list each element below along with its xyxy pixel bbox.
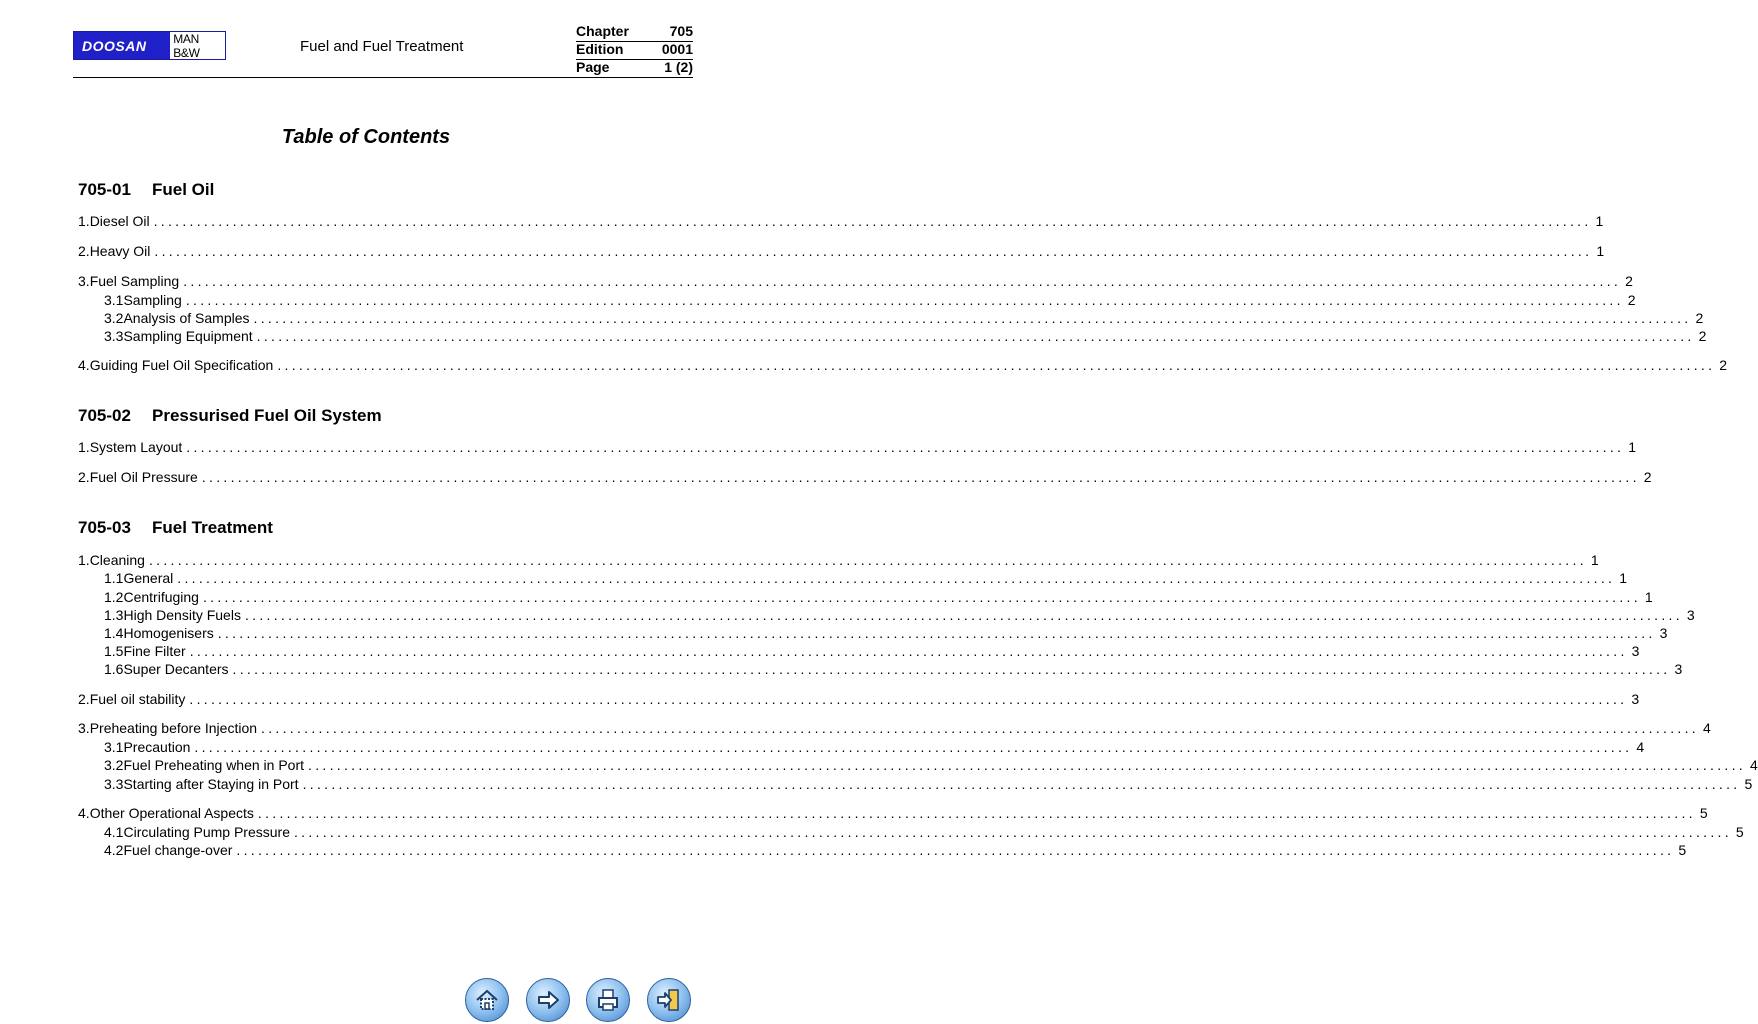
leader-dots: ........................................................................................................................................................................................................ — [261, 720, 1699, 736]
entry-page: 5 — [1735, 824, 1744, 840]
toc-subentry[interactable] — [104, 570, 1628, 588]
entry-title: Sampling Equipment — [123, 328, 253, 344]
entry-title: Sampling — [123, 292, 182, 308]
toc-subentry[interactable] — [104, 292, 1636, 310]
leader-dots: ........................................................................................................................................................................................................ — [183, 273, 1622, 289]
entry-number: 4. — [78, 805, 90, 821]
entry-page: 1 — [1590, 552, 1599, 568]
leader-dots: ........................................................................................................................................................................................................ — [257, 805, 1696, 821]
entry-page: 3 — [1631, 691, 1640, 707]
next-button[interactable] — [526, 978, 570, 1022]
leader-dots: ........................................................................................................................................................................................................ — [185, 292, 1624, 308]
leader-dots: ........................................................................................................................................................................................................ — [232, 661, 1671, 677]
document-title: Fuel and Fuel Treatment — [300, 38, 464, 55]
header-rule — [73, 77, 693, 78]
meta-value: 1 (2) — [664, 59, 693, 75]
toc-entry[interactable] — [78, 469, 1652, 487]
leader-dots: ........................................................................................................................................................................................................ — [189, 691, 1628, 707]
toc-subentry[interactable] — [104, 661, 1683, 679]
section-number: 705-02 — [78, 406, 131, 425]
entry-title: Circulating Pump Pressure — [123, 824, 290, 840]
logo-partner: MAN B&W — [170, 32, 225, 59]
toc-entry[interactable] — [78, 720, 1711, 738]
exit-button[interactable] — [647, 978, 691, 1022]
entry-number: 2. — [78, 691, 90, 707]
entry-title: Fuel Oil Pressure — [89, 469, 198, 485]
printer-icon — [594, 986, 622, 1014]
entry-number: 1.3 — [104, 607, 124, 623]
entry-number: 3. — [78, 273, 90, 289]
leader-dots: ........................................................................................................................................................................................................ — [277, 357, 1716, 373]
toc-entry[interactable] — [78, 273, 1633, 291]
section-heading — [78, 180, 214, 200]
leader-dots: ........................................................................................................................................................................................................ — [154, 243, 1593, 259]
section-number: 705-03 — [78, 518, 131, 537]
entry-number: 1.6 — [104, 661, 124, 677]
leader-dots: ........................................................................................................................................................................................................ — [194, 739, 1633, 755]
toc-subentry[interactable] — [104, 328, 1707, 346]
section-heading — [78, 518, 273, 538]
meta-label: Page — [576, 59, 610, 75]
entry-page: 5 — [1744, 776, 1753, 792]
meta-divider — [576, 41, 693, 42]
entry-number: 1.1 — [104, 570, 124, 586]
entry-title: Super Decanters — [123, 661, 229, 677]
entry-number: 1.2 — [104, 589, 124, 605]
entry-title: Cleaning — [89, 552, 145, 568]
toc-subentry[interactable] — [104, 739, 1645, 757]
leader-dots: ........................................................................................................................................................................................................ — [189, 643, 1628, 659]
entry-number: 3.1 — [104, 292, 124, 308]
entry-title: Other Operational Aspects — [89, 805, 254, 821]
entry-page: 2 — [1695, 310, 1704, 326]
entry-number: 3. — [78, 720, 90, 736]
entry-number: 1. — [78, 552, 90, 568]
entry-page: 2 — [1625, 273, 1633, 289]
toc-subentry[interactable] — [104, 824, 1744, 842]
leader-dots: ........................................................................................................................................................................................................ — [148, 552, 1587, 568]
section-heading — [78, 406, 382, 426]
toc-subentry[interactable] — [104, 643, 1640, 661]
entry-number: 3.2 — [104, 757, 124, 773]
next-arrow-icon — [534, 986, 562, 1014]
entry-title: General — [123, 570, 174, 586]
entry-page: 1 — [1644, 589, 1653, 605]
entry-page: 1 — [1619, 570, 1628, 586]
entry-title: Fuel Preheating when in Port — [123, 757, 305, 773]
meta-label: Edition — [576, 41, 624, 57]
leader-dots: ........................................................................................................................................................................................................ — [236, 842, 1675, 858]
entry-page: 1 — [1628, 439, 1637, 455]
section-title: Fuel Oil — [152, 180, 215, 199]
toc-entry[interactable] — [78, 357, 1728, 375]
leader-dots: ........................................................................................................................................................................................................ — [202, 589, 1641, 605]
meta-label: Chapter — [576, 23, 629, 39]
meta-edition — [576, 41, 693, 57]
section-number: 705-01 — [78, 180, 131, 199]
toc-subentry[interactable] — [104, 607, 1695, 625]
leader-dots: ........................................................................................................................................................................................................ — [256, 328, 1695, 344]
entry-title: Precaution — [123, 739, 191, 755]
entry-page: 3 — [1659, 625, 1668, 641]
entry-number: 1.5 — [104, 643, 124, 659]
entry-number: 1. — [78, 439, 90, 455]
entry-title: Homogenisers — [123, 625, 214, 641]
leader-dots: ........................................................................................................................................................................................................ — [153, 213, 1592, 229]
entry-title: Analysis of Samples — [123, 310, 250, 326]
leader-dots: ........................................................................................................................................................................................................ — [293, 824, 1732, 840]
toc-subentry[interactable] — [104, 842, 1687, 860]
toc-subentry[interactable] — [104, 625, 1668, 643]
toc-subentry[interactable] — [104, 776, 1753, 794]
entry-page: 3 — [1631, 643, 1640, 659]
leader-dots: ........................................................................................................................................................................................................ — [308, 757, 1746, 773]
entry-title: System Layout — [89, 439, 183, 455]
entry-number: 4.2 — [104, 842, 124, 858]
entry-page: 4 — [1749, 757, 1758, 773]
meta-divider — [576, 59, 693, 60]
entry-number: 1. — [78, 213, 90, 229]
leader-dots: ........................................................................................................................................................................................................ — [177, 570, 1616, 586]
entry-page: 3 — [1674, 661, 1683, 677]
entry-number: 1.4 — [104, 625, 124, 641]
print-button[interactable] — [586, 978, 630, 1022]
toc-entry[interactable] — [78, 243, 1605, 261]
entry-number: 4.1 — [104, 824, 124, 840]
entry-title: Diesel Oil — [89, 213, 150, 229]
home-icon — [473, 986, 501, 1014]
entry-page: 2 — [1698, 328, 1707, 344]
logo-brand: DOOSAN — [74, 32, 170, 59]
leader-dots: ........................................................................................................................................................................................................ — [186, 439, 1625, 455]
exit-door-icon — [655, 986, 683, 1014]
entry-title: Fuel change-over — [123, 842, 233, 858]
toc-subentry[interactable] — [104, 589, 1653, 607]
toc-subentry[interactable] — [104, 310, 1704, 328]
entry-title: Centrifuging — [123, 589, 199, 605]
toc-entry[interactable] — [78, 552, 1599, 570]
leader-dots: ........................................................................................................................................................................................................ — [244, 607, 1683, 623]
entry-page: 4 — [1702, 720, 1711, 736]
entry-number: 3.1 — [104, 739, 124, 755]
entry-number: 3.2 — [104, 310, 124, 326]
home-button[interactable] — [465, 978, 509, 1022]
entry-page: 5 — [1678, 842, 1687, 858]
meta-page — [576, 59, 693, 75]
entry-title: High Density Fuels — [123, 607, 241, 623]
entry-page: 1 — [1595, 213, 1604, 229]
entry-page: 2 — [1719, 357, 1728, 373]
entry-page: 5 — [1699, 805, 1708, 821]
entry-title: Fuel Sampling — [89, 273, 180, 289]
section-title: Pressurised Fuel Oil System — [152, 406, 382, 425]
company-logo — [73, 31, 226, 60]
toc-entry[interactable] — [78, 691, 1640, 709]
entry-title: Guiding Fuel Oil Specification — [89, 357, 274, 373]
entry-page: 4 — [1636, 739, 1645, 755]
entry-page: 2 — [1627, 292, 1636, 308]
entry-number: 2. — [78, 243, 90, 259]
leader-dots: ........................................................................................................................................................................................................ — [253, 310, 1692, 326]
leader-dots: ........................................................................................................................................................................................................ — [302, 776, 1741, 792]
entry-page: 3 — [1686, 607, 1695, 623]
leader-dots: ........................................................................................................................................................................................................ — [217, 625, 1656, 641]
entry-title: Fuel oil stability — [89, 691, 186, 707]
entry-title: Fine Filter — [123, 643, 186, 659]
toc-entry[interactable] — [78, 439, 1637, 457]
section-title: Fuel Treatment — [152, 518, 273, 537]
meta-chapter — [576, 23, 693, 39]
entry-page: 2 — [1643, 469, 1652, 485]
entry-number: 2. — [78, 469, 90, 485]
entry-title: Heavy Oil — [89, 243, 151, 259]
toc-entry[interactable] — [78, 805, 1708, 823]
entry-number: 3.3 — [104, 776, 124, 792]
toc-entry[interactable] — [78, 213, 1604, 231]
entry-title: Preheating before Injection — [89, 720, 258, 736]
meta-value: 0001 — [661, 41, 693, 57]
entry-number: 4. — [78, 357, 90, 373]
entry-page: 1 — [1596, 243, 1605, 259]
leader-dots: ........................................................................................................................................................................................................ — [201, 469, 1640, 485]
entry-title: Starting after Staying in Port — [123, 776, 299, 792]
toc-title: Table of Contents — [281, 126, 451, 148]
meta-value: 705 — [669, 23, 693, 39]
entry-number: 3.3 — [104, 328, 124, 344]
toc-subentry[interactable] — [104, 757, 1758, 775]
